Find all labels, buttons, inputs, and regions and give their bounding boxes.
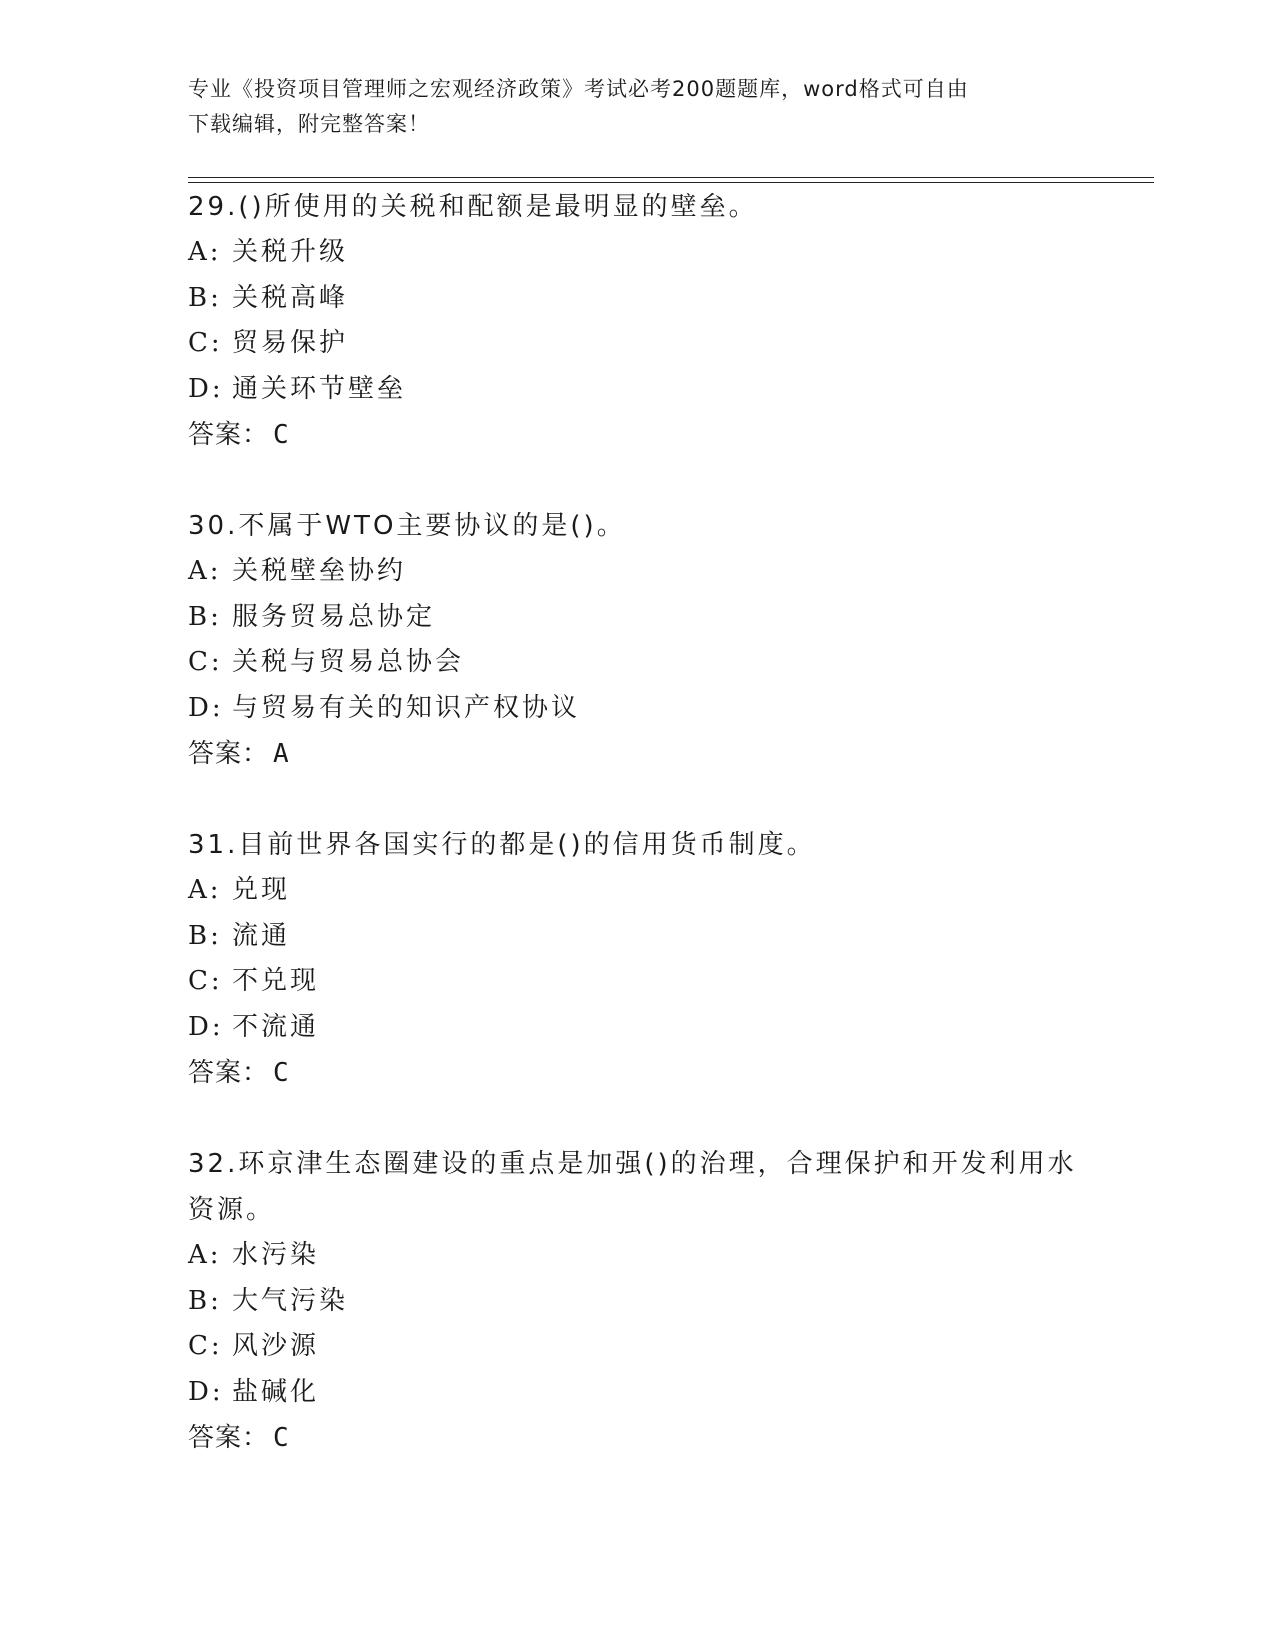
answer-label: 答案：: [188, 1058, 270, 1088]
option-c: [188, 321, 1088, 367]
option-label: 服务贸易总协定: [232, 601, 436, 632]
option-c: [188, 959, 1088, 1005]
option-label: 关税升级: [232, 237, 349, 267]
option-label: 关税壁垒协约: [232, 556, 407, 586]
option-label: 流通: [232, 920, 291, 951]
option-key: B:: [188, 1285, 222, 1316]
option-label: 关税高峰: [232, 282, 349, 313]
option-key: C:: [188, 966, 223, 996]
option-key: D:: [188, 373, 224, 404]
option-key: B:: [188, 601, 222, 632]
question-text-line-1: 32.环京津生态圈建设的重点是加强()的治理，合理保护和开发利用水: [188, 1149, 1077, 1179]
option-key: B:: [188, 920, 222, 951]
option-key: C:: [188, 328, 223, 358]
question-29: [188, 184, 1088, 458]
option-label: 风沙源: [232, 1331, 320, 1361]
option-label: 兑现: [232, 875, 291, 905]
option-a: [188, 1233, 1088, 1279]
header-line-2: 下载编辑，附完整答案！: [188, 112, 430, 136]
answer-line: [188, 1415, 1088, 1461]
option-b: [188, 1279, 1088, 1325]
answer-value: C: [273, 420, 289, 450]
option-key: D:: [188, 1376, 224, 1407]
header-divider-bottom: [188, 182, 1154, 183]
option-key: C:: [188, 1331, 223, 1361]
answer-label: 答案：: [188, 1423, 270, 1453]
document-header: [188, 72, 1088, 142]
option-a: [188, 868, 1088, 914]
option-key: B:: [188, 282, 222, 313]
answer-label: 答案：: [188, 420, 270, 450]
option-b: [188, 276, 1088, 322]
header-divider-top: [188, 177, 1154, 178]
option-d: [188, 686, 1088, 732]
option-label: 不流通: [232, 1011, 320, 1042]
option-label: 与贸易有关的知识产权协议: [232, 692, 581, 723]
option-label: 盐碱化: [232, 1376, 320, 1407]
option-key: C:: [188, 647, 223, 677]
header-line-1: 专业《投资项目管理师之宏观经济政策》考试必考200题题库，word格式可自由: [188, 77, 969, 101]
question-32: [188, 1141, 1088, 1461]
option-a: [188, 549, 1088, 595]
option-key: A:: [188, 875, 222, 905]
option-key: D:: [188, 1011, 224, 1042]
option-a: [188, 230, 1088, 276]
option-d: [188, 1005, 1088, 1051]
question-30: [188, 503, 1088, 777]
option-label: 不兑现: [232, 966, 320, 996]
option-label: 通关环节壁垒: [232, 373, 407, 404]
question-text-line-2: 资源。: [188, 1195, 276, 1225]
question-text: 31.目前世界各国实行的都是()的信用货币制度。: [188, 830, 816, 860]
question-31: [188, 822, 1088, 1096]
option-label: 关税与贸易总协会: [232, 647, 465, 677]
answer-value: C: [273, 1423, 289, 1453]
answer-value: C: [273, 1058, 289, 1088]
question-text: 30.不属于WTO主要协议的是()。: [188, 511, 626, 541]
option-d: [188, 367, 1088, 413]
option-key: A:: [188, 1240, 222, 1270]
answer-line: [188, 412, 1088, 458]
answer-label: 答案：: [188, 739, 270, 769]
option-key: A:: [188, 556, 222, 586]
option-b: [188, 914, 1088, 960]
option-key: A:: [188, 237, 222, 267]
option-label: 贸易保护: [232, 328, 349, 358]
option-b: [188, 595, 1088, 641]
option-label: 水污染: [232, 1240, 320, 1270]
answer-line: [188, 731, 1088, 777]
answer-value: A: [273, 739, 289, 769]
option-c: [188, 1324, 1088, 1370]
answer-line: [188, 1050, 1088, 1096]
question-text: 29.()所使用的关税和配额是最明显的壁垒。: [188, 192, 758, 222]
option-d: [188, 1370, 1088, 1416]
option-key: D:: [188, 692, 224, 723]
option-c: [188, 640, 1088, 686]
option-label: 大气污染: [232, 1285, 349, 1316]
